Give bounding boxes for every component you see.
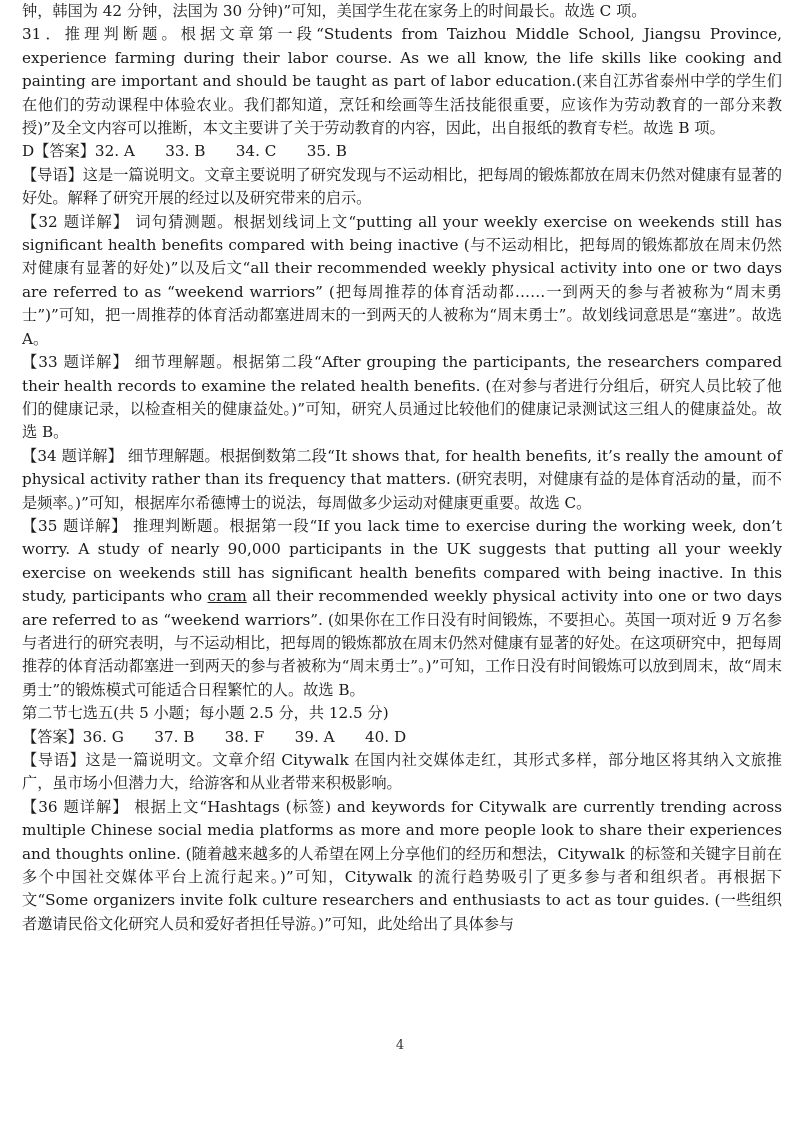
- document-body: [22, 0, 782, 936]
- paragraph: [22, 515, 782, 702]
- paragraph: 【36 题详解】 根据上文“Hashtags (标签) and keywords for Citywalk are currently trending across multiple Chinese social media platforms as more and more people look to share their experiences and thoughts online. (随着越来越多的人希望在网上分享他们的经历和想法，Citywalk 的标签和关键字目前在多个中国社交媒体平台上流行起来。)”可知，Citywalk 的流行趋势吸引了更多参与者和组织者。再根据下文“Some organizers invite folk culture researchers and enthusiasts to act as tour guides. (一些组织者邀请民俗文化研究人员和爱好者担任导游。)”可知，此处给出了具体参与: [22, 797, 782, 933]
- underlined-word: cram: [207, 587, 247, 606]
- paragraph-part: all their recommended weekly physical activity into one or two days are referred to as “weekend warriors”. (如果你在工作日没有时间锻炼，不要担心。英国一项对近 9 万名参与者进行的研究表明，与不运动相比，把每周的锻炼都放在周末仍然对健康有显著的好处。在这项研究中，把每周推荐的体育活动都塞进一到两天的参与者被称为“周末勇士”。)”可知，工作日没有时间锻炼可以放到周末，故“周末勇士”的锻炼模式可能适合日程繁忙的人。故选 B。: [22, 587, 783, 699]
- paragraph: 【34 题详解】 细节理解题。根据倒数第二段“It shows that, for health benefits, it’s really the amount of physical activity rather than its frequency that matters. (研究表明，对健康有益的是体育活动的量，而不是频率。)”可知，根据库尔希德博士的说法，每周做多少运动对健康更重要。故选 C。: [22, 446, 782, 512]
- paragraph: 31．推理判断题。根据文章第一段“Students from Taizhou Middle School, Jiangsu Province, experience farming during their labor course. As we all know, the life skills like cooking and painting are important and should be taught as part of labor education.(来自江苏省泰州中学的学生们在他们的劳动课程中体验农业。我们都知道，烹饪和绘画等生活技能很重要，应该作为劳动教育的一部分来教授)”及全文内容可以推断，本文主要讲了关于劳动教育的内容，因此，出自报纸的教育专栏。故选 B 项。: [22, 25, 782, 138]
- answer-line: D【答案】32. A 33. B 34. C 35. B: [22, 142, 347, 161]
- paragraph: 【导语】这是一篇说明文。文章介绍 Citywalk 在国内社交媒体走红，其形式多样，部分地区将其纳入文旅推广，虽市场小但潜力大，给游客和从业者带来积极影响。: [22, 751, 782, 793]
- paragraph: 【32 题详解】 词句猜测题。根据划线词上文“putting all your weekly exercise on weekends still has significant health benefits compared with being inactive (与不运动相比，把每周的锻炼都放在周末仍然对健康有显著的好处)”以及后文“all their recommended weekly physical activity into one or two days are referred to as “weekend warriors” (把每周推荐的体育活动都……一到两天的参与者被称为“周末勇士”)”可知，把一周推荐的体育活动都塞进周末的一到两天的人被称为“周末勇士”。故划线词意思是“塞进”。故选 A。: [22, 212, 782, 348]
- section-heading: 第二节七选五(共 5 小题；每小题 2.5 分，共 12.5 分): [22, 704, 389, 723]
- paragraph: 钟，韩国为 42 分钟，法国为 30 分钟)”可知，美国学生花在家务上的时间最长。故选 C 项。: [22, 2, 647, 20]
- paragraph-part: 【35 题详解】 推理判断题。根据第一段“If you lack time to exercise during the working week, don’t worry. A study of nearly 90,000 participants in the UK suggests that putting all your weekly exercise on weekends still has significant health benefits compared with being inactive. In this study, participants who: [22, 516, 782, 606]
- paragraph: 【导语】这是一篇说明文。文章主要说明了研究发现与不运动相比，把每周的锻炼都放在周末仍然对健康有显著的好处。解释了研究开展的经过以及研究带来的启示。: [22, 165, 782, 208]
- paragraph: 【33 题详解】 细节理解题。根据第二段“After grouping the participants, the researchers compared their health records to examine the related health benefits. (在对参与者进行分组后，研究人员比较了他们的健康记录，以检查相关的健康益处。)”可知，研究人员通过比较他们的健康记录测试这三组人的健康益处。故选 B。: [22, 353, 782, 442]
- answer-line: 【答案】36. G 37. B 38. F 39. A 40. D: [22, 727, 407, 746]
- page-number: 4: [395, 1038, 405, 1053]
